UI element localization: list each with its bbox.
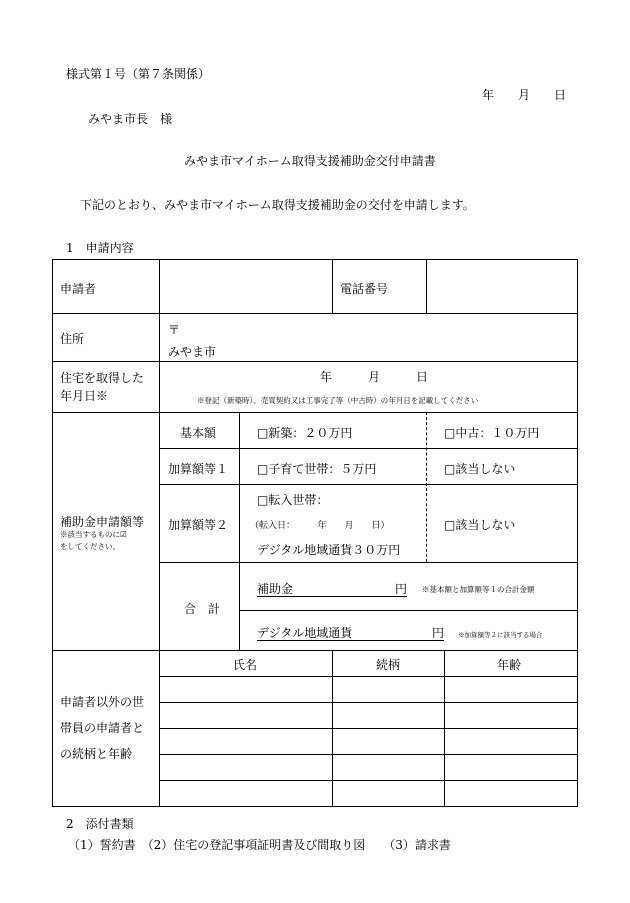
total-subsidy-unit: 円 [395,582,408,596]
address-prefix: みやま市 [168,345,217,359]
total-currency-field[interactable] [257,640,444,641]
postal-mark: 〒 [168,323,181,337]
household-label-line2: 帯員の申請者と [60,721,145,735]
addition2-currency: デジタル地域通貨３０万円 [257,543,401,557]
total-label: 合 計 [184,602,221,616]
document-title: みやま市マイホーム取得支援補助金交付申請書 [184,154,436,168]
applicant-field[interactable] [162,262,330,312]
total-subsidy-note: ※基本額と加算額等１の合計金額 [422,585,535,594]
section-1-heading: 1 申請内容 [66,241,134,255]
acquisition-note: ※登記（新築時）、売買契約又は工事完了等（中古時）の年月日を記載してください [197,396,479,405]
total-currency-label: デジタル地域通貨 [257,626,353,640]
acquisition-label-line1: 住宅を取得した [60,371,145,385]
total-subsidy-label: 補助金 [257,582,294,596]
addition1-option-none[interactable]: □該当しない [444,462,516,476]
addition2-label: 加算額等２ [168,518,229,532]
household-label-line3: の続柄と年齢 [60,747,133,761]
phone-field[interactable] [429,262,575,312]
addition1-option-child[interactable]: □子育て世帯：５万円 [257,462,377,476]
column-age-header: 年齢 [497,658,522,672]
base-option-new[interactable]: □新築：２０万円 [257,426,353,440]
total-currency-note: ※加算額等２に該当する場合 [458,631,543,639]
date-line: 年 月 日 [482,88,567,102]
address-label: 住所 [60,332,85,346]
total-subsidy-field[interactable] [257,596,407,597]
base-amount-label: 基本額 [180,426,217,440]
column-relation-header: 続柄 [376,658,401,672]
intro-text: 下記のとおり、みやま市マイホーム取得支援補助金の交付を申請します。 [80,198,475,212]
subsidy-note-line2: をしてください。 [60,542,120,551]
table-row[interactable] [160,781,578,806]
acquisition-date-line[interactable]: 年 月 日 [320,370,429,384]
table-row[interactable] [160,677,578,702]
table-row[interactable] [160,755,578,780]
table-row[interactable] [160,703,578,728]
column-name-header: 氏名 [233,658,258,672]
addition2-option-move[interactable]: □転入世帯： [257,493,329,507]
acquisition-label-line2: 年月日※ [60,389,109,403]
table-row[interactable] [160,729,578,754]
total-currency-unit: 円 [432,626,445,640]
subsidy-note-line1: ※該当するものに☑ [60,530,127,539]
form-label: 様式第１号（第７条関係） [66,67,211,81]
addition2-option-none[interactable]: □該当しない [444,518,516,532]
addition2-move-date[interactable]: （転入日： 年 月 日） [250,521,390,531]
base-option-used[interactable]: □中古：１０万円 [444,426,540,440]
household-label-line1: 申請者以外の世 [60,695,145,709]
address-field[interactable] [230,316,575,360]
addressee: みやま市長 様 [88,112,173,126]
section-2-heading: 2 添付書類 [66,817,134,831]
phone-label: 電話番号 [340,282,389,296]
applicant-label: 申請者 [60,282,97,296]
subsidy-label: 補助金申請額等 [60,515,145,529]
attachment-list: （1）誓約書 （2）住宅の登記事項証明書及び間取り図 （3）請求書 [68,838,451,852]
addition1-label: 加算額等１ [168,462,229,476]
